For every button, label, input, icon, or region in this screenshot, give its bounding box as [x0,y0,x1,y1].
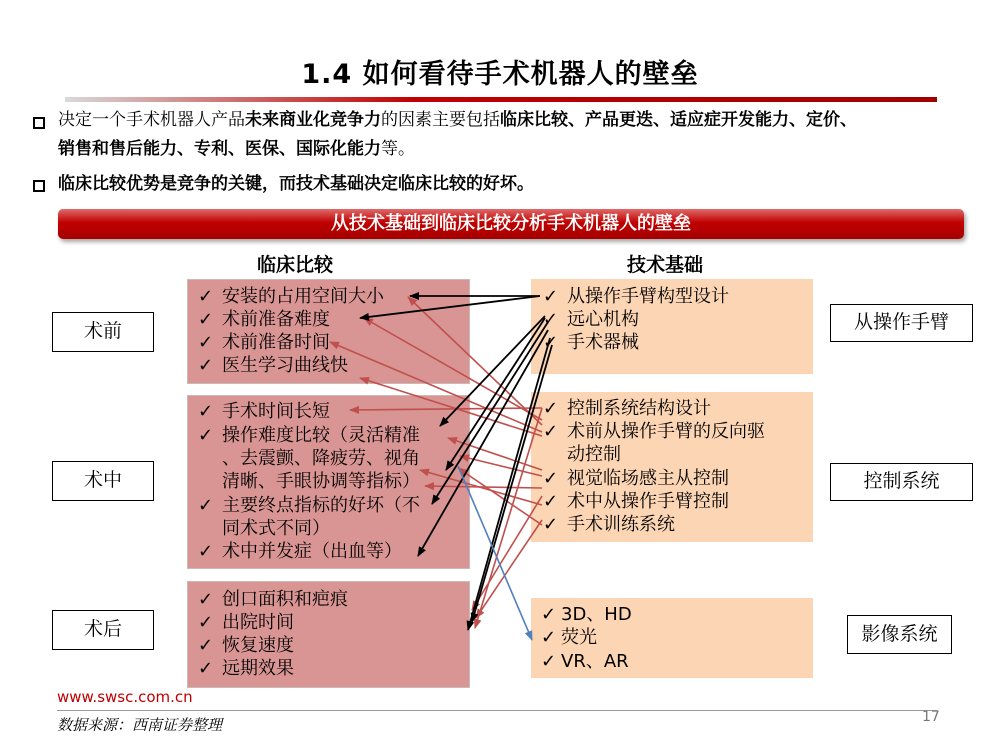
bullet-1-bold-b: 临床比较、产品更迭、适应症开发能力、定价、 [500,110,857,130]
list-item-label: 手术训练系统 [567,514,675,535]
arrow-black [360,296,540,318]
check-icon: ✓ [198,355,214,376]
check-icon: ✓ [543,421,559,442]
list-item-label: 术前从操作手臂的反向驱 [567,421,765,442]
list-item-label: 术前准备时间 [222,332,330,353]
column-heading-tech: 技术基础 [626,254,703,276]
bullet-1-bold-c: 销售和售后能力、专利、医保、国际化能力 [58,139,381,159]
list-item-label: 远心机构 [567,309,639,330]
arrow-black [418,330,548,556]
check-icon: ✓ [541,604,557,625]
list-item-label: 主要终点指标的好坏（不 [222,495,420,516]
check-icon: ✓ [543,332,559,353]
list-item-label: 出院时间 [222,612,294,633]
list-item-label: 医生学习曲线快 [222,355,348,376]
list-item-label: 术中从操作手臂控制 [567,491,729,512]
check-icon: ✓ [543,468,559,489]
check-icon: ✓ [198,286,214,307]
phase-box-intra: 术中 [52,461,154,501]
check-icon: ✓ [198,401,214,422]
column-heading-clinical: 临床比较 [256,254,333,276]
check-icon: ✓ [543,398,559,419]
list-item-label: 视觉临场感主从控制 [567,468,729,489]
footer-divider [57,710,937,711]
list-item-label: 荧光 [561,627,597,648]
list-item-label: 术前准备难度 [222,309,330,330]
phase-box-pre: 术前 [52,312,154,352]
arrow-red [364,318,542,420]
list-item-continuation: 清晰、手眼协调等指标） [222,471,420,492]
check-icon: ✓ [198,589,214,610]
arrow-red [408,297,542,425]
arrow-red [472,496,542,610]
check-icon: ✓ [198,541,214,562]
system-box-control: 控制系统 [830,463,973,501]
bullet-2: 临床比较优势是竞争的关键，而技术基础决定临床比较的好坏。 [58,174,534,194]
check-icon: ✓ [198,658,214,679]
list-item-continuation: 同术式不同） [222,518,330,539]
check-icon: ✓ [543,514,559,535]
check-icon: ✓ [198,309,214,330]
footer-url: www.swsc.com.cn [57,688,193,706]
bullet-1-text-a: 决定一个手术机器人产品 [58,110,245,130]
list-item-label: 远期效果 [222,658,294,679]
list-item-label: 创口面积和疤痕 [222,589,348,610]
system-box-arm: 从操作手臂 [830,304,973,342]
diagram-banner: 从技术基础到临床比较分析手术机器人的壁垒 [58,209,964,239]
check-icon: ✓ [198,612,214,633]
list-item-label: 操作难度比较（灵活精准 [222,425,420,446]
arrow-red [330,342,542,432]
check-icon: ✓ [543,309,559,330]
check-icon: ✓ [541,651,557,672]
list-item-label: 控制系统结构设计 [567,398,711,419]
data-source: 数据来源：西南证券整理 [57,716,223,734]
list-item-label: 恢复速度 [222,635,294,656]
check-icon: ✓ [198,332,214,353]
bullet-1-text-c: 等。 [381,139,415,159]
check-icon: ✓ [198,495,214,516]
arrow-red [350,408,542,410]
list-item-label: 从操作手臂构型设计 [567,286,729,307]
check-icon: ✓ [198,425,214,446]
page-title: 1.4 如何看待手术机器人的壁垒 [301,59,699,90]
list-item-continuation: 、去震颤、降疲劳、视角 [222,448,420,469]
phase-box-post: 术后 [52,610,154,650]
list-item-continuation: 动控制 [567,444,621,465]
page-number: 17 [922,709,940,725]
list-item-label: 术中并发症（出血等） [222,541,402,562]
list-item-label: 安装的占用空间大小 [222,286,384,307]
check-icon: ✓ [198,635,214,656]
list-item-label: 手术时间长短 [222,401,330,422]
list-item-label: 3D、HD [561,604,632,625]
list-item-label: VR、AR [561,651,629,672]
check-icon: ✓ [543,286,559,307]
bullet-1-text-b: 的因素主要包括 [381,110,500,130]
check-icon: ✓ [541,627,557,648]
bullet-1-bold-a: 未来商业化竞争力 [245,110,381,130]
system-box-imaging: 影像系统 [847,615,952,654]
list-item-label: 手术器械 [567,332,639,353]
check-icon: ✓ [543,491,559,512]
